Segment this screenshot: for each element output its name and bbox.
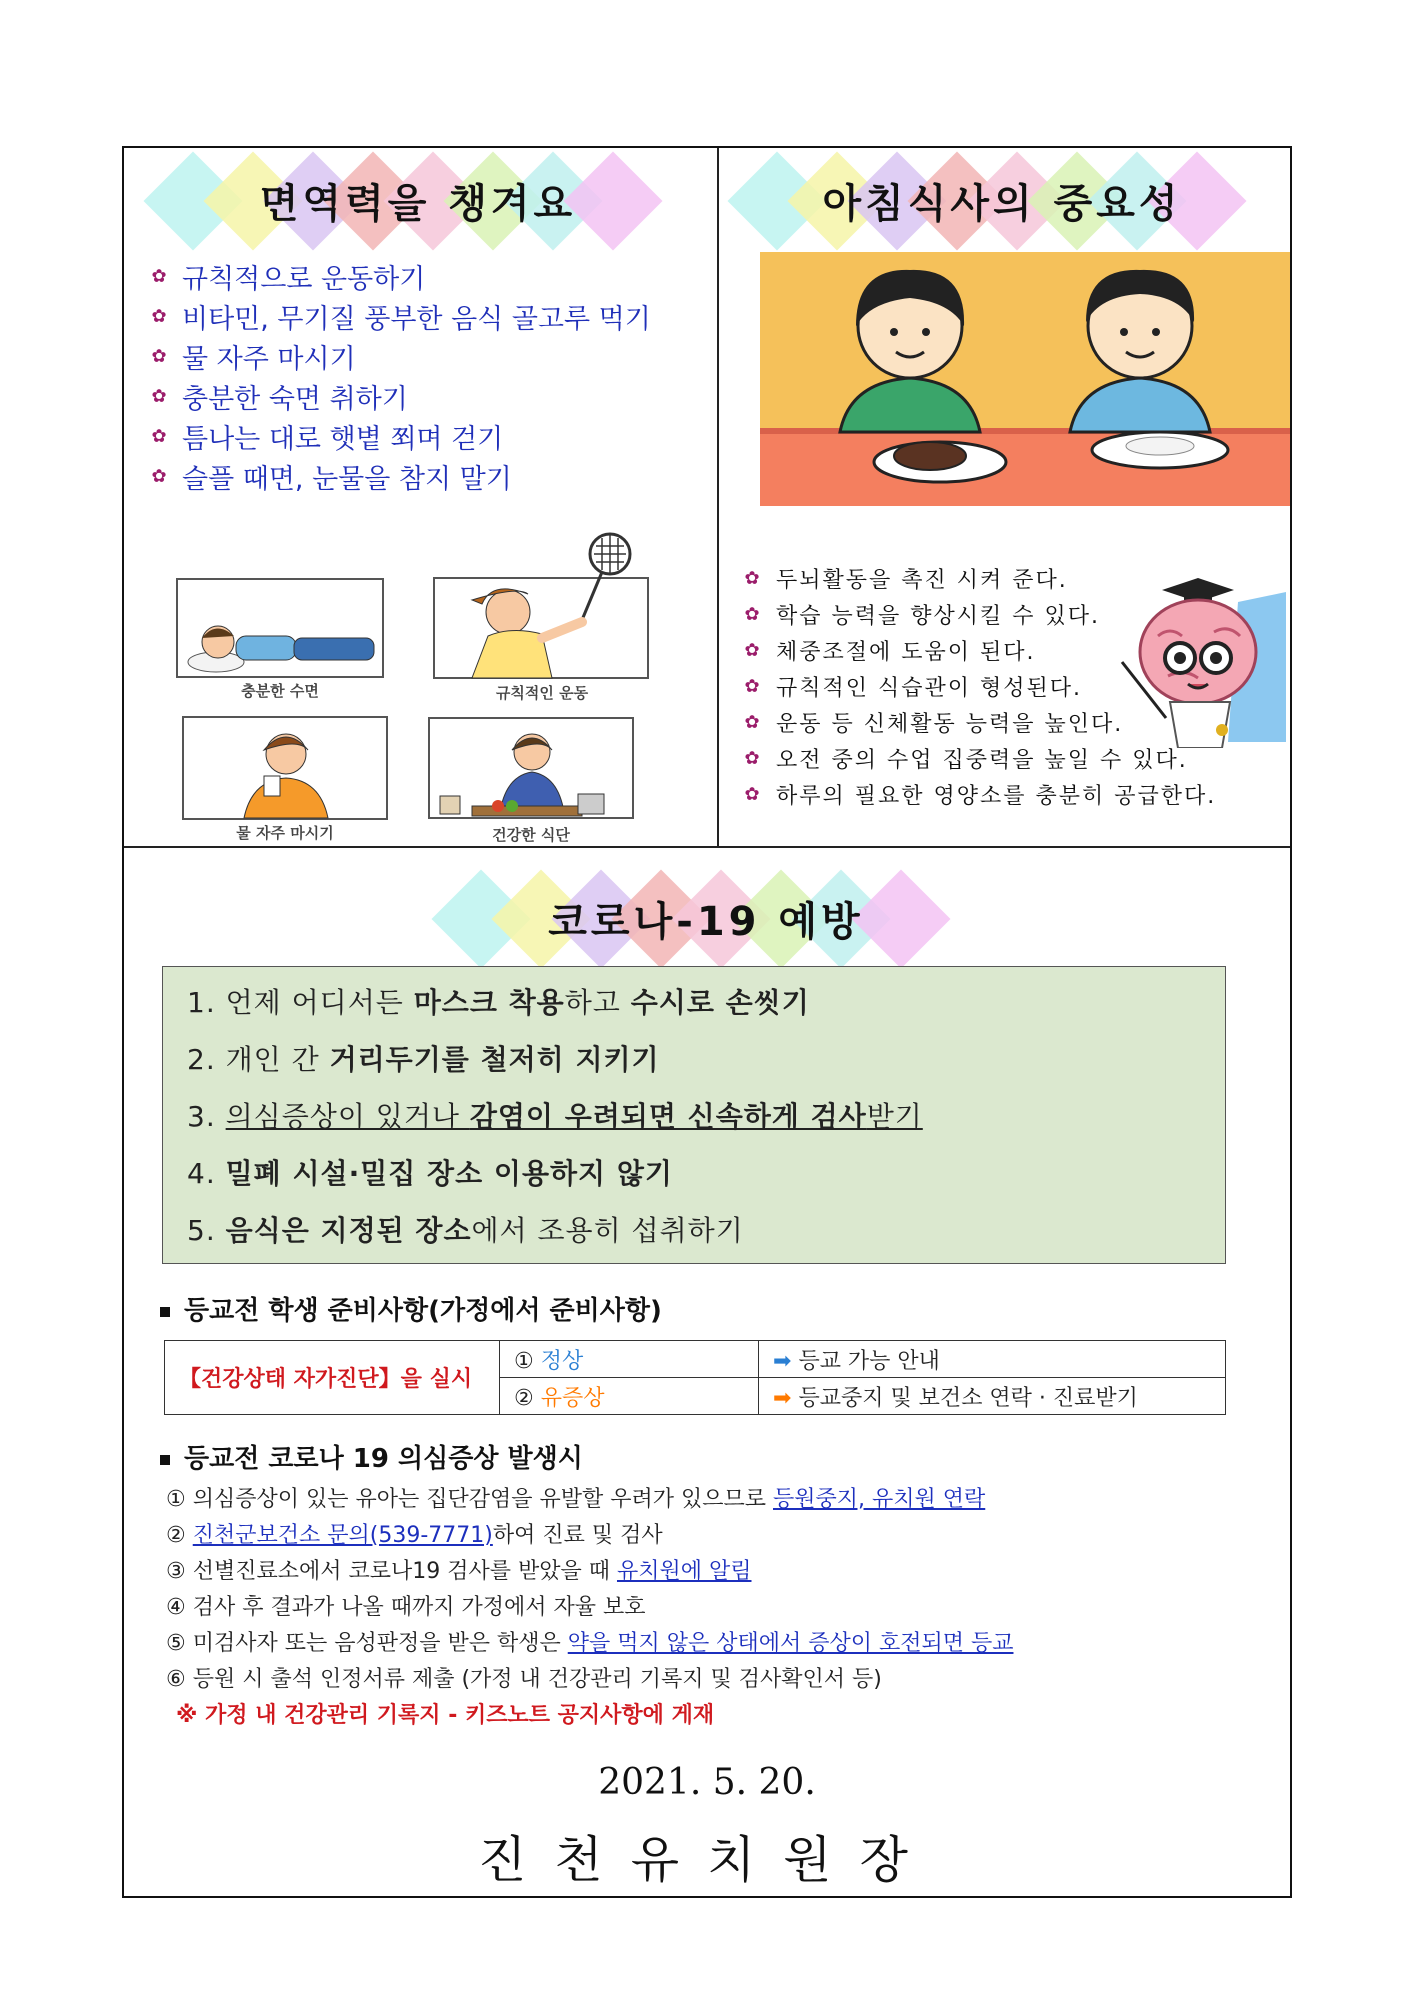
self-check-table (164, 1340, 1226, 1415)
diet-caption: 건강한 식단 (492, 826, 570, 844)
immunity-title: 면역력을 챙겨요 (259, 181, 577, 227)
flower-icon: ✿ (151, 265, 167, 287)
square-bullet-icon (160, 1307, 170, 1317)
list-item: ✿ 규칙적인 식습관이 형성된다. (744, 675, 1083, 701)
exercise-illustration (432, 530, 652, 680)
flower-icon: ✿ (744, 711, 762, 733)
vertical-divider (717, 148, 719, 848)
exercise-caption: 규칙적인 운동 (495, 684, 589, 702)
prevention-item-5: 5. 음식은 지정된 장소에서 조용히 섭취하기 (187, 1214, 744, 1247)
water-illustration (182, 716, 388, 820)
water-caption: 물 자주 마시기 (236, 824, 334, 842)
prevention-item-2: 2. 개인 간 거리두기를 철저히 지키기 (187, 1043, 660, 1076)
sleep-illustration (176, 578, 384, 678)
list-item: ✿ 비타민, 무기질 풍부한 음식 골고루 먹기 (151, 303, 651, 335)
immunity-list (150, 256, 651, 496)
prevention-item-4: 4. 밀폐 시설·밀집 장소 이용하지 않기 (187, 1157, 673, 1190)
square-bullet-icon (160, 1455, 170, 1465)
action-symptom: ➡ 등교중지 및 보건소 연락 · 진료받기 (759, 1378, 1226, 1415)
flower-icon: ✿ (151, 305, 167, 327)
symptom-heading: 등교전 코로나 19 의심증상 발생시 (160, 1438, 583, 1475)
horizontal-divider (124, 846, 1290, 848)
immunity-banner (148, 158, 688, 244)
sleep-caption: 충분한 수면 (241, 682, 319, 700)
prep-heading: 등교전 학생 준비사항(가정에서 준비사항) (160, 1290, 662, 1327)
arrow-right-icon: ➡ (773, 1348, 792, 1374)
principal-signature: 진천유치원장 (478, 1831, 936, 1889)
list-item: ✿ 충분한 숙면 취하기 (151, 383, 408, 415)
step-4: ④ 검사 후 결과가 나올 때까지 가정에서 자율 보호 (166, 1595, 646, 1620)
list-item: ✿ 슬플 때면, 눈물을 참지 말기 (151, 463, 512, 495)
action-normal: ➡ 등교 가능 안내 (759, 1341, 1226, 1378)
flower-icon: ✿ (744, 603, 762, 625)
step-2: ② 진천군보건소 문의(539-7771)하여 진료 및 검사 (166, 1523, 663, 1548)
list-item: ✿ 틈나는 대로 햇볕 쬐며 걷기 (151, 423, 504, 455)
list-item: ✿ 물 자주 마시기 (151, 343, 356, 375)
list-item: ✿ 오전 중의 수업 집중력을 높일 수 있다. (744, 747, 1188, 773)
diet-illustration (428, 712, 634, 824)
step-6: ⑥ 등원 시 출석 인정서류 제출 (가정 내 건강관리 기록지 및 검사확인서 등) (166, 1667, 882, 1692)
symptom-steps (166, 1482, 1013, 1734)
health-record-note: ※ 가정 내 건강관리 기록지 - 키즈노트 공지사항에 게재 (176, 1703, 715, 1728)
self-check-label: 【건강상태 자가진단】을 실시 (165, 1341, 500, 1415)
brain-professor-illustration (1118, 572, 1286, 748)
flower-icon: ✿ (744, 675, 762, 697)
list-item: ✿ 두뇌활동을 촉진 시켜 준다. (744, 567, 1068, 593)
breakfast-illustration (760, 252, 1290, 506)
step-3: ③ 선별진료소에서 코로나19 검사를 받았을 때 유치원에 알림 (166, 1559, 752, 1584)
status-symptom: ② 유증상 (500, 1378, 759, 1415)
flower-icon: ✿ (744, 747, 762, 769)
flower-icon: ✿ (744, 783, 762, 805)
notice-date: 2021. 5. 20. (598, 1762, 816, 1803)
list-item: ✿ 규칙적으로 운동하기 (151, 263, 426, 295)
arrow-right-icon: ➡ (773, 1385, 792, 1411)
list-item: ✿ 하루의 필요한 영양소를 충분히 공급한다. (744, 783, 1217, 809)
covid-prevention-box (162, 966, 1226, 1264)
flower-icon: ✿ (744, 639, 762, 661)
covid-banner (436, 876, 976, 962)
step-5: ⑤ 미검사자 또는 음성판정을 받은 학생은 약을 먹지 않은 상태에서 증상이 호전되면 등교 (166, 1631, 1014, 1656)
list-item: ✿ 체중조절에 도움이 된다. (744, 639, 1036, 665)
flower-icon: ✿ (151, 385, 167, 407)
flower-icon: ✿ (151, 345, 167, 367)
breakfast-banner (732, 158, 1272, 244)
flower-icon: ✿ (151, 465, 167, 487)
status-normal: ① 정상 (500, 1341, 759, 1378)
step-1: ① 의심증상이 있는 유아는 집단감염을 유발할 우려가 있으므로 등원중지, 유치원 연락 (166, 1487, 986, 1512)
breakfast-title: 아침식사의 중요성 (822, 181, 1182, 227)
prevention-item-3: 3. 의심증상이 있거나 감염이 우려되면 신속하게 검사받기 (187, 1100, 923, 1133)
prevention-item-1: 1. 언제 어디서든 마스크 착용하고 수시로 손씻기 (187, 986, 810, 1019)
flower-icon: ✿ (151, 425, 167, 447)
list-item: ✿ 운동 등 신체활동 능력을 높인다. (744, 711, 1124, 737)
covid-title: 코로나-19 예방 (548, 899, 864, 945)
flower-icon: ✿ (744, 567, 762, 589)
list-item: ✿ 학습 능력을 향상시킬 수 있다. (744, 603, 1100, 629)
